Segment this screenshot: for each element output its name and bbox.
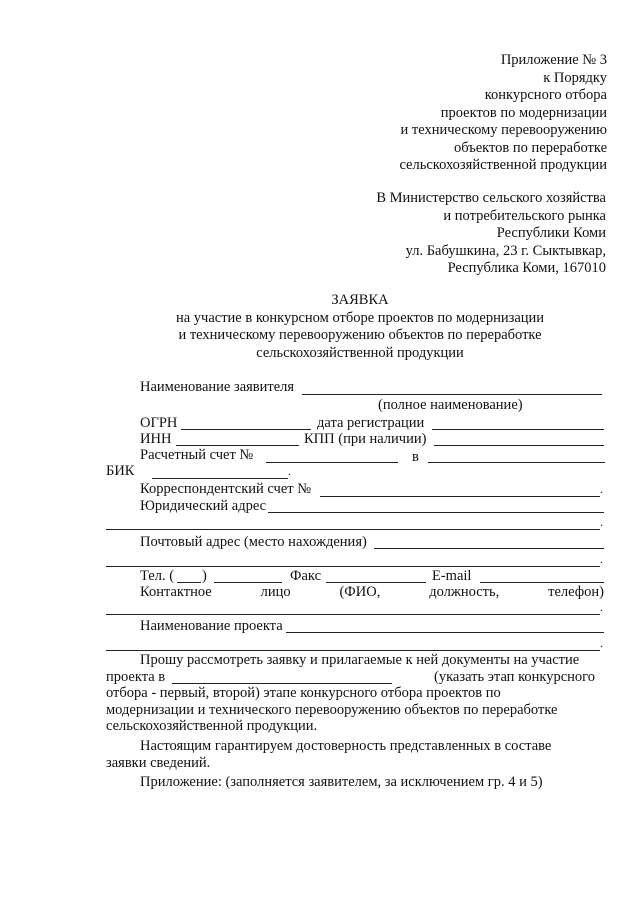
legal-label: Юридический адрес xyxy=(140,498,267,514)
contact-word: лицо xyxy=(260,584,291,600)
addressee-line: В Министерство сельского хозяйства xyxy=(376,190,606,206)
appendix-line: проектов по модернизации xyxy=(440,104,607,121)
applicant-name-field[interactable] xyxy=(302,394,602,395)
appendix-line: и техническому перевооружению xyxy=(400,122,607,138)
corr-label: Корреспондентский счет № xyxy=(140,481,312,497)
contact-word: телефон) xyxy=(548,584,604,600)
contact-field[interactable] xyxy=(106,614,600,615)
postal-dot: . xyxy=(600,552,603,566)
stage-suffix: (указать этап конкурсного xyxy=(434,668,596,685)
title-line: сельскохозяйственной продукции xyxy=(256,344,464,361)
project-field-line2[interactable] xyxy=(106,650,600,651)
account-label: Расчетный счет № xyxy=(140,447,254,463)
corr-field[interactable] xyxy=(320,496,600,497)
tel-close: ) xyxy=(202,568,207,584)
postal-label: Почтовый адрес (место нахождения) xyxy=(140,534,367,550)
bik-field[interactable] xyxy=(152,478,288,479)
paragraph-line: Настоящим гарантируем достоверность представленных в составе xyxy=(140,738,552,754)
stage-prefix: проекта в xyxy=(106,668,166,685)
inn-label: ИНН xyxy=(140,431,172,447)
project-dot: . xyxy=(600,636,603,650)
ogrn-field[interactable] xyxy=(181,429,311,430)
corr-dot: . xyxy=(600,482,603,496)
legal-field[interactable] xyxy=(268,512,604,513)
appendix-line: конкурсного отбора xyxy=(484,87,607,103)
contact-dot: . xyxy=(600,600,603,614)
title-line: и техническому перевооружению объектов по переработке xyxy=(178,327,542,343)
fax-label: Факс xyxy=(290,568,322,584)
kpp-field[interactable] xyxy=(434,445,604,446)
addressee-block xyxy=(286,190,606,278)
legal-dot: . xyxy=(600,515,603,529)
email-label: E-mail xyxy=(432,568,472,584)
addressee-line: Республики Коми xyxy=(496,225,606,241)
paragraph-line-stage xyxy=(106,669,606,686)
stage-field[interactable] xyxy=(172,683,392,684)
kpp-label: КПП (при наличии) xyxy=(304,431,427,447)
contact-word: должность, xyxy=(429,584,500,600)
postal-field[interactable] xyxy=(374,548,604,549)
request-paragraph xyxy=(106,652,606,735)
account-field[interactable] xyxy=(266,462,398,463)
contact-word: (ФИО, xyxy=(339,584,381,600)
project-field[interactable] xyxy=(286,632,604,633)
paragraph-line: модернизации и технического перевооружению объектов по переработке xyxy=(106,701,558,718)
bik-label: БИК xyxy=(106,463,135,479)
title-heading: ЗАЯВКА xyxy=(331,292,389,308)
project-label: Наименование проекта xyxy=(140,618,283,634)
addressee-line: ул. Бабушкина, 23 г. Сыктывкар, xyxy=(405,242,606,259)
guarantee-paragraph xyxy=(106,738,606,772)
in-label: в xyxy=(412,449,419,465)
applicant-hint: (полное наименование) xyxy=(378,397,523,413)
paragraph-line: заявки сведений. xyxy=(106,755,211,771)
tel-label: Тел. ( xyxy=(140,568,175,584)
addressee-line: Республика Коми, 167010 xyxy=(447,260,606,276)
appendix-note: Приложение: (заполняется заявителем, за исключением гр. 4 и 5) xyxy=(140,774,543,790)
appendix-line: к Порядку xyxy=(543,69,607,86)
reg-date-label: дата регистрации xyxy=(317,415,425,431)
paragraph-line: отбора - первый, второй) этапе конкурсного отбора проектов по xyxy=(106,685,501,701)
contact-label xyxy=(140,583,604,601)
contact-word: Контактное xyxy=(140,584,212,600)
appendix-line: объектов по переработке xyxy=(453,139,607,156)
legal-field-line2[interactable] xyxy=(106,529,600,530)
bank-field[interactable] xyxy=(428,462,605,463)
postal-field-line2[interactable] xyxy=(106,566,600,567)
appendix-line: Приложение № 3 xyxy=(500,52,607,68)
document-title xyxy=(100,292,620,362)
title-line: на участие в конкурсном отборе проектов по модернизации xyxy=(175,309,545,326)
paragraph-line: сельскохозяйственной продукции. xyxy=(106,718,318,734)
paragraph-line: Прошу рассмотреть заявку и прилагаемые к ней документы на участие xyxy=(140,652,580,668)
addressee-line: и потребительского рынка xyxy=(443,207,606,224)
appendix-line: сельскохозяйственной продукции xyxy=(399,157,607,173)
applicant-label: Наименование заявителя xyxy=(140,379,295,395)
bik-dot: . xyxy=(288,464,291,478)
ogrn-label: ОГРН xyxy=(140,415,178,431)
appendix-block xyxy=(307,52,607,175)
reg-date-field[interactable] xyxy=(432,429,604,430)
